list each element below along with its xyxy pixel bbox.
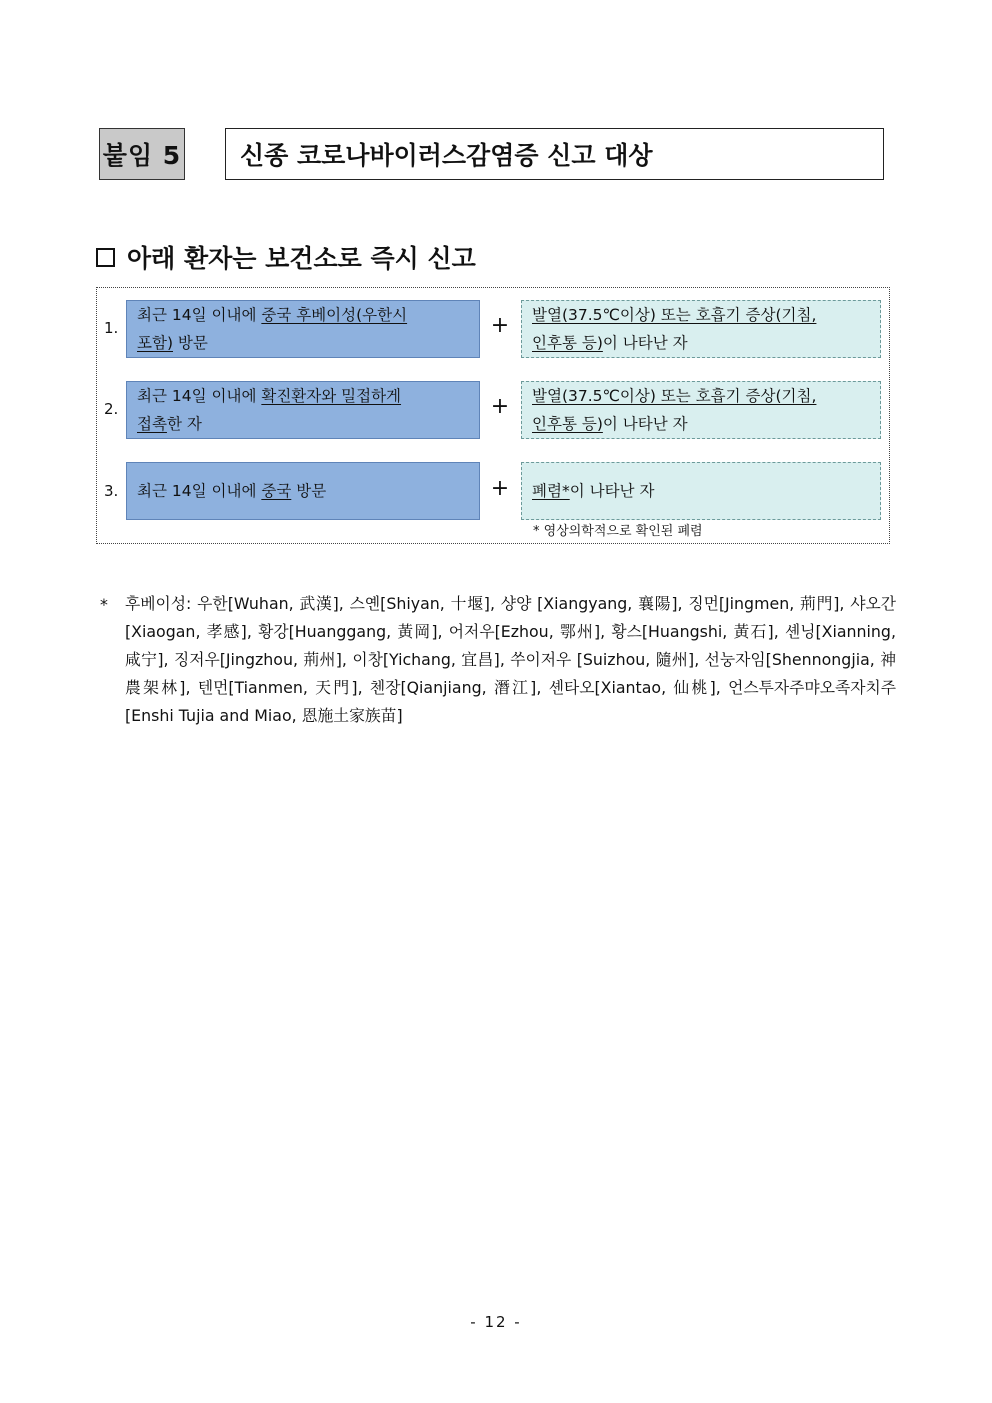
document-title: 신종 코로나바이러스감염증 신고 대상 bbox=[225, 128, 884, 180]
condition-underlined: 확진환자와 밀접하게 bbox=[261, 387, 402, 405]
checkbox-square-icon bbox=[96, 248, 115, 267]
section-heading-text: 아래 환자는 보건소로 즉시 신고 bbox=[127, 244, 476, 273]
condition-text: 이 나타난 자 bbox=[602, 415, 688, 433]
footnote-marker: * bbox=[100, 595, 108, 614]
plus-sign: + bbox=[490, 313, 510, 338]
section-heading bbox=[96, 240, 476, 274]
condition-text: 방문 bbox=[173, 334, 208, 352]
condition-text: 한 자 bbox=[166, 415, 202, 433]
page-number: - 12 - bbox=[470, 1313, 522, 1331]
criteria-condition-left bbox=[126, 381, 480, 439]
condition-text: 방문 bbox=[291, 482, 327, 500]
criteria-condition-left bbox=[126, 300, 480, 358]
condition-underlined: 발열(37.5℃이상) 또는 호흡기 증상(기침, bbox=[532, 306, 817, 324]
criteria-number: 3. bbox=[104, 482, 119, 500]
condition-text: 최근 14일 이내에 bbox=[137, 387, 262, 405]
criteria-condition-right bbox=[521, 381, 881, 439]
condition-underlined: 중국 후베이성(우한시 bbox=[261, 306, 408, 324]
footnote bbox=[100, 590, 896, 730]
condition-underlined: 인후통 등) bbox=[532, 334, 603, 352]
condition-text: 이 나타난 자 bbox=[602, 334, 688, 352]
criteria-condition-left bbox=[126, 462, 480, 520]
condition-text: 최근 14일 이내에 bbox=[137, 482, 262, 500]
plus-sign: + bbox=[490, 476, 510, 501]
condition-text: 최근 14일 이내에 bbox=[137, 306, 262, 324]
condition-text: 이 나타난 자 bbox=[569, 482, 655, 500]
criteria-number: 2. bbox=[104, 400, 119, 418]
plus-sign: + bbox=[490, 394, 510, 419]
condition-underlined: 포함) bbox=[137, 334, 173, 352]
criteria-condition-right bbox=[521, 462, 881, 520]
pneumonia-note: * 영상의학적으로 확인된 폐렴 bbox=[533, 524, 703, 539]
condition-underlined: 접촉 bbox=[137, 415, 167, 433]
condition-underlined: 인후통 등) bbox=[532, 415, 603, 433]
condition-underlined: 중국 bbox=[261, 482, 292, 500]
appendix-badge: 붙임 5 bbox=[99, 128, 185, 180]
condition-underlined: 발열(37.5℃이상) 또는 호흡기 증상(기침, bbox=[532, 387, 817, 405]
criteria-condition-right bbox=[521, 300, 881, 358]
footnote-text: 후베이성: 우한[Wuhan, 武漢], 스옌[Shiyan, 十堰], 샹양 [Xiangyang, 襄陽], 징먼[Jingmen, 荊門], 샤오간[Xiaogan, 孝感], 황강[Huanggang, 黃岡], 어저우[Ezhou, 鄂州], 황스[Huangshi, 黃石], 셴닝[Xianning, 咸宁], 징저우[Jingzhou, 荊州], 이창[Yichang, 宜昌], 쑤이저우 [Suizhou, 隨州], 선눙자임[Shennongjia, 神農架林], 텐먼[Tianmen, 天門], 첸장[Qianjiang, 潛江], 셴타오[Xiantao, 仙桃], 언스투자주먀오족자치주[Enshi Tujia and Miao, 恩施土家族苗] bbox=[125, 594, 896, 725]
criteria-number: 1. bbox=[104, 319, 119, 337]
condition-underlined: 폐렴* bbox=[532, 482, 570, 500]
